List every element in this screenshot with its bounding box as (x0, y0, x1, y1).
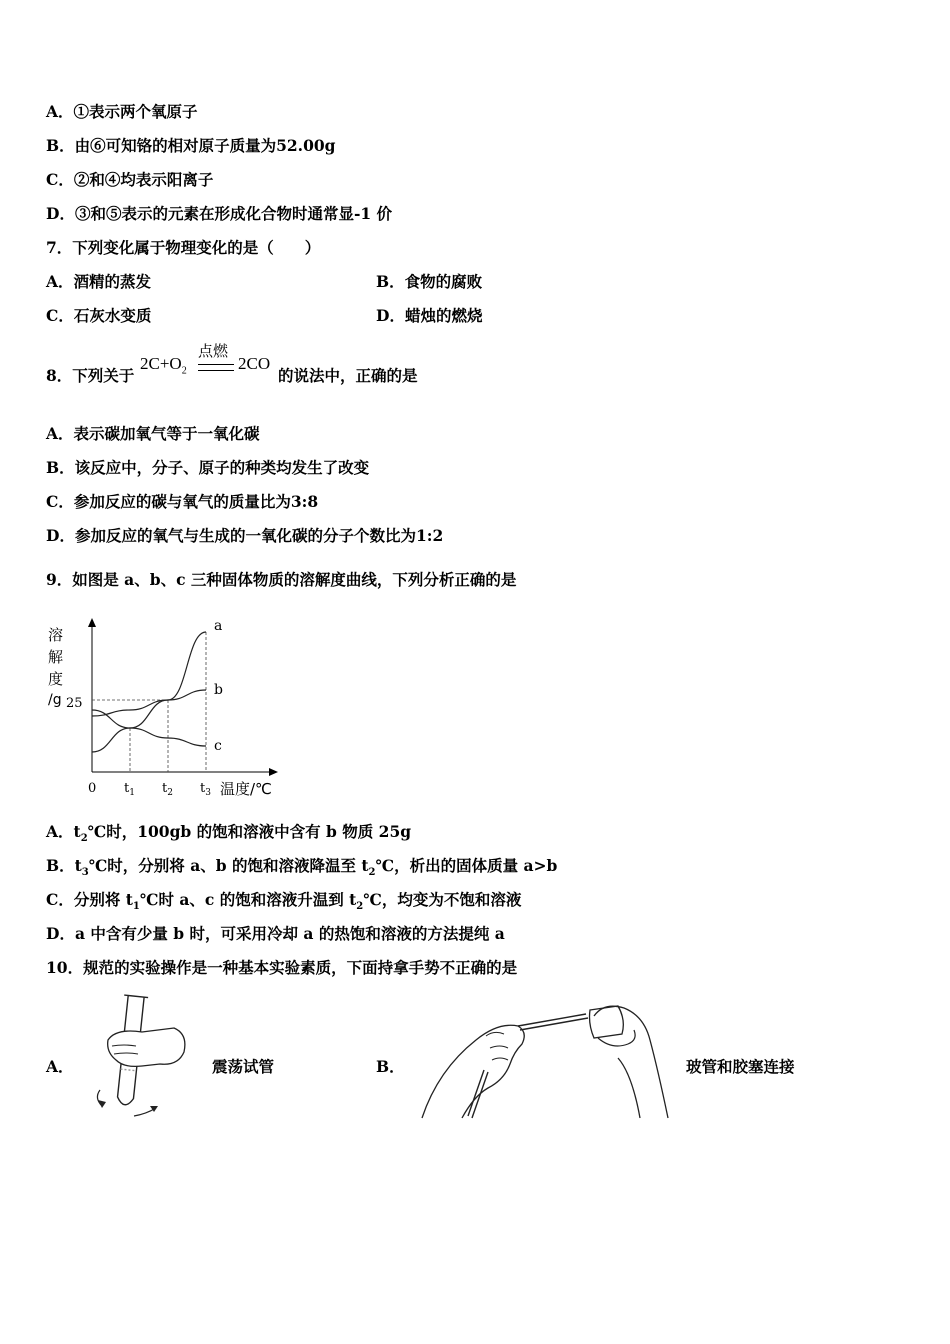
q8-option-b: B．该反应中，分子、原子的种类均发生了改变 (46, 458, 370, 477)
q9-option-b: B．$t_3℃$时，分别将 a、b 的饱和溶液降温至 $t_2℃$，析出的固体质量 a>b (46, 856, 558, 879)
y-tick-25: 25 (66, 696, 83, 711)
y-label-char-2: 解 (48, 648, 64, 666)
series-b-curve (92, 690, 206, 716)
q10-option-a-letter: A． (46, 1057, 74, 1076)
x-axis-label: 温度/℃ (220, 780, 272, 798)
q10-option-b-letter: B． (376, 1057, 405, 1076)
x-axis-arrow (269, 768, 278, 776)
q8-prefix: 8．下列关于 (46, 366, 135, 385)
q7-option-a: A．酒精的蒸发 (46, 272, 152, 291)
q9-stem: 9．如图是 a、b、c 三种固体物质的溶解度曲线，下列分析正确的是 (46, 570, 517, 589)
q10-stem: 10．规范的实验操作是一种基本实验素质，下面持拿手势不正确的是 (46, 958, 518, 977)
y-axis-arrow (88, 618, 96, 627)
q9-option-d: D．a 中含有少量 b 时，可采用冷却 a 的热饱和溶液的方法提纯 a (46, 924, 505, 943)
x-tick-label: $t_3$ (200, 781, 211, 798)
rubber-stopper (590, 1006, 624, 1038)
y-label-char-1: 溶 (48, 626, 64, 644)
series-a-label: a (214, 618, 223, 634)
x-tick-label: $t_2$ (162, 781, 173, 798)
q7-stem: 7．下列变化属于物理变化的是（ ） (46, 238, 321, 257)
q8-option-d: D．参加反应的氧气与生成的一氧化碳的分子个数比为1:2 (46, 526, 444, 545)
y-label-char-3: 度 (48, 670, 64, 688)
shaking-test-tube-illustration (72, 990, 202, 1122)
tube-stopper-connection-illustration (418, 1000, 678, 1124)
series-a-curve (92, 632, 206, 752)
series-c-curve (92, 710, 206, 746)
q9-option-c: C．分别将 $t_1℃$时 a、c 的饱和溶液升温到 $t_2℃$，均变为不饱和溶液 (46, 890, 522, 913)
q6-option-a: A．①表示两个氧原子 (46, 102, 198, 121)
q8-option-c: C．参加反应的碳与氧气的质量比为3:8 (46, 492, 319, 511)
q8-equation-right: 2CO (238, 354, 271, 373)
q6-option-b: B．由⑥可知铬的相对原子质量为52.00g (46, 136, 336, 155)
series-b-label: b (214, 682, 223, 698)
q8-equation-condition: 点燃 (198, 344, 229, 360)
q6-option-c: C．②和④均表示阳离子 (46, 170, 214, 189)
q7-option-c: C．石灰水变质 (46, 306, 152, 325)
q8-option-a: A．表示碳加氧气等于一氧化碳 (46, 424, 260, 443)
q6-option-d: D．③和⑤表示的元素在形成化合物时通常显-1 价 (46, 204, 393, 223)
q8-suffix: 的说法中，正确的是 (278, 366, 418, 385)
q8-equals-sign (198, 364, 234, 371)
q8-equation-left: $2C+O_2$ (140, 354, 187, 377)
series-c-label: c (214, 738, 222, 754)
q7-option-d: D．蜡烛的燃烧 (376, 306, 483, 325)
x-tick-label: 0 (88, 781, 97, 796)
q9-option-a: A．$t_2℃$时，100gb 的饱和溶液中含有 b 物质 25g (46, 822, 412, 845)
q10-option-a-text: 震荡试管 (212, 1057, 275, 1076)
q7-option-b: B．食物的腐败 (376, 272, 483, 291)
x-tick-label: $t_1$ (124, 781, 135, 798)
solubility-chart (40, 612, 290, 802)
y-label-char-4: /g (48, 692, 62, 708)
q10-option-b-text: 玻管和胶塞连接 (686, 1057, 795, 1076)
hand-shape (108, 1028, 185, 1066)
